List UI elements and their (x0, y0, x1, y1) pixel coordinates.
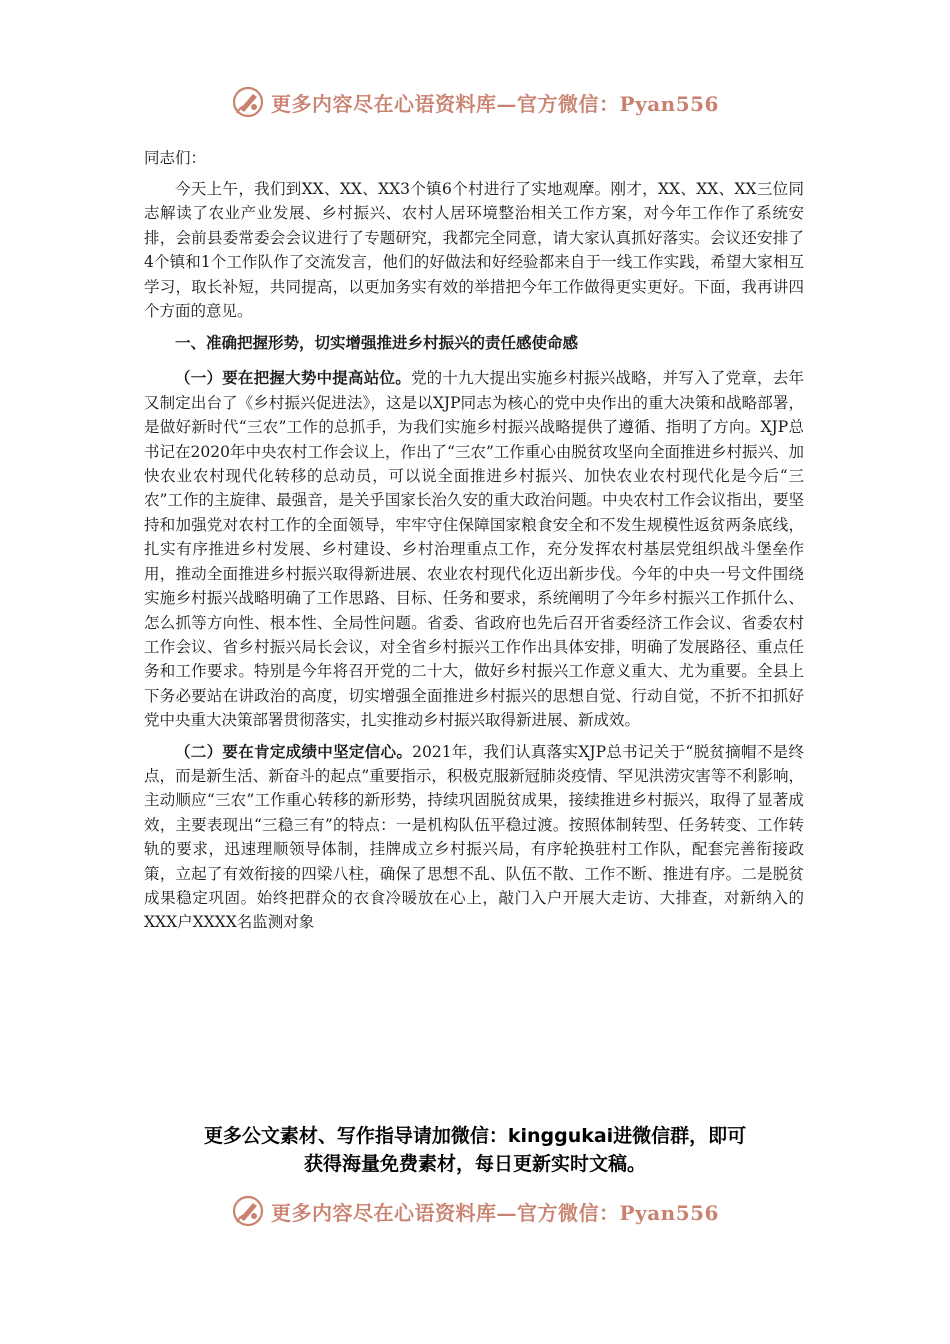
paragraph-1-body: 党的十九大提出实施乡村振兴战略，并写入了党章，去年又制定出台了《乡村振兴促进法》，这是以XJP同志为核心的党中央作出的重大决策和战略部署，是做好新时代“三农”工作的总抓手，为我们实施乡村振兴战略提供了遵循、指明了方向。XJP总书记在2020年中央农村工作会议上，作出了“三农”工作重心由脱贫攻坚向全面推进乡村振兴、加快农业农村现代化转移的总动员，可以说全面推进乡村振兴、加快农业农村现代化是今后“三农”工作的主旋律、最强音，是关乎国家长治久安的重大政治问题。中央农村工作会议指出，要坚持和加强党对农村工作的全面领导，牢牢守住保障国家粮食安全和不发生规模性返贫两条底线，扎实有序推进乡村发展、乡村建设、乡村治理重点工作，充分发挥农村基层党组织战斗堡垒作用，推动全面推进乡村振兴取得新进展、农业农村现代化迈出新步伐。今年的中央一号文件围绕实施乡村振兴战略明确了工作思路、目标、任务和要求，系统阐明了今年乡村振兴工作抓什么、怎么抓等方向性、根本性、全局性问题。省委、省政府也先后召开省委经济工作会议、省委农村工作会议、省乡村振兴局长会议，对全省乡村振兴工作作出具体安排，明确了发展路径、重点任务和工作要求。特别是今年将召开党的二十大，做好乡村振兴工作意义重大、尤为重要。全县上下务必要站在讲政治的高度，切实增强全面推进乡村振兴的思想自觉、行动自觉，不折不扣抓好党中央重大决策部署贯彻落实，扎实推动乡村振兴取得新进展、新成效。 (144, 369, 804, 730)
paragraph-2-body: 2021年，我们认真落实XJP总书记关于“脱贫摘帽不是终点，而是新生活、新奋斗的起点”重要指示，积极克服新冠肺炎疫情、罕见洪涝灾害等不利影响，主动顺应“三农”工作重心转移的新形势，持续巩固脱贫成果，接续推进乡村振兴，取得了显著成效，主要表现出“三稳三有”的特点：一是机构队伍平稳过渡。按照体制转型、任务转变、工作转轨的要求，迅速理顺领导体制，挂牌成立乡村振兴局，有序轮换驻村工作队，配套完善衔接政策，立起了有效衔接的四梁八柱，确保了思想不乱、队伍不散、工作不断、推进有序。二是脱贫成果稳定巩固。始终把群众的衣食冷暖放在心上，敲门入户开展大走访、大排查，对新纳入的XXX户XXXX名监测对象 (144, 742, 804, 932)
promo-line-1: 更多公文素材、写作指导请加微信：kinggukai进微信群，即可 (203, 1125, 747, 1147)
paragraph-2 (144, 740, 804, 935)
section-heading-1: 一、准确把握形势，切实增强推进乡村振兴的责任感使命感 (175, 334, 579, 353)
promo-notice (0, 1122, 950, 1178)
watermark-banner-top (0, 82, 950, 122)
watermark-text: 更多内容尽在心语资料库—官方微信：Pyan556 (271, 1200, 719, 1225)
writing-hand-logo-icon (231, 1194, 265, 1228)
document-body (144, 146, 804, 942)
watermark-text: 更多内容尽在心语资料库—官方微信：Pyan556 (271, 91, 719, 116)
greeting: 同志们： (144, 149, 207, 167)
promo-line-2: 获得海量免费素材，每日更新实时文稿。 (303, 1153, 646, 1175)
intro-paragraph: 今天上午，我们到XX、XX、XX3个镇6个村进行了实地观摩。刚才，XX、XX、XX三位同志解读了农业产业发展、乡村振兴、农村人居环境整治相关工作方案，对今年工作作了系统安排，会前县委常委会会议进行了专题研究，我都完全同意，请大家认真抓好落实。会议还安排了4个镇和1个工作队作了交流发言，他们的好做法和好经验都来自于一线工作实践，希望大家相互学习，取长补短，共同提高，以更加务实有效的举措把今年工作做得更实更好。下面，我再讲四个方面的意见。 (144, 180, 804, 321)
paragraph-2-lead: （二）要在肯定成绩中坚定信心。 (175, 742, 413, 761)
paragraph-1-lead: （一）要在把握大势中提高站位。 (175, 369, 411, 388)
watermark-banner-bottom (0, 1191, 950, 1231)
paragraph-1 (144, 366, 804, 732)
writing-hand-logo-icon (231, 85, 265, 119)
